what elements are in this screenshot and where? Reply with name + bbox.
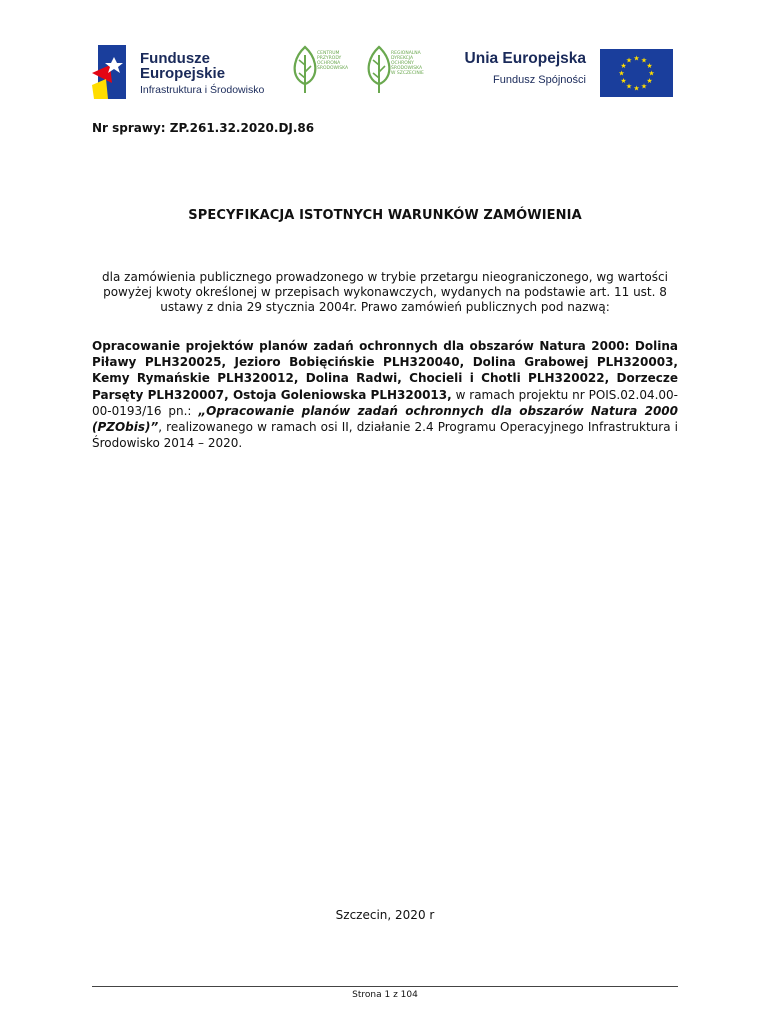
eu-star-icon: ★ xyxy=(646,62,653,70)
eu-text-block xyxy=(456,50,586,86)
main-paragraph xyxy=(92,338,678,451)
eu-star-icon: ★ xyxy=(618,69,625,78)
fe-logo-line2: Europejskie xyxy=(140,65,226,82)
intro-paragraph: dla zamówienia publicznego prowadzonego w trybie przetargu nieograniczonego, wg wartości powyżej kwoty określonej w przepisach wykonawczych, wydanych na podstawie art. 11 ust. 8 ustawy z dnia 29 stycznia 2004r. Prawo zamówień publicznych pod nazwą: xyxy=(102,270,668,314)
leaf-logo-1 xyxy=(292,45,354,95)
fe-logo-line3: Infrastruktura i Środowisko xyxy=(140,84,265,96)
eu-star-icon: ★ xyxy=(620,62,627,70)
eu-flag-icon xyxy=(600,49,673,97)
project-name: „Opracowanie planów zadań ochronnych dla obszarów Natura 2000 (PZObis)” xyxy=(92,403,678,435)
fundusze-europejskie-mark-icon xyxy=(92,43,128,101)
eu-star-icon: ★ xyxy=(633,54,640,63)
main-mid-text: w ramach projektu nr POIS.02.04.00-00-0193/16 pn.: xyxy=(92,387,679,418)
eu-star-icon: ★ xyxy=(646,77,653,85)
eu-star-icon: ★ xyxy=(625,82,633,91)
eu-star-icon: ★ xyxy=(633,84,640,93)
eu-subtitle: Fundusz Spójności xyxy=(493,74,586,86)
main-bold-text: Opracowanie projektów planów zadań ochronnych dla obszarów Natura 2000: Dolina Piławy PLH320025, Jezioro Bobięcińskie PLH320040, Dolina Grabowej PLH320003, Kemy Rymańskie PLH320012, Dolina Radwi, Chocieli i Chotli PLH320022, Dorzecze Parsęty PLH320007, Ostoja Goleniowska PLH320013, xyxy=(92,339,678,402)
footer-divider xyxy=(92,986,678,987)
fe-logo-line1: Fundusze xyxy=(140,50,210,67)
place-date: Szczecin, 2020 r xyxy=(335,908,435,922)
leaf-icon xyxy=(292,45,318,95)
document-title: SPECYFIKACJA ISTOTNYCH WARUNKÓW ZAMÓWIENIA xyxy=(188,208,582,223)
eu-star-icon: ★ xyxy=(620,77,627,85)
eu-star-icon: ★ xyxy=(640,56,648,65)
leaf-logo-2 xyxy=(366,45,428,95)
eu-star-icon: ★ xyxy=(640,82,648,91)
eu-star-icon: ★ xyxy=(648,69,655,78)
leaf-logo-1-text: CENTRUM PRZYRODY OCHRONA ŚRODOWISKA xyxy=(317,51,349,71)
page-number: Strona 1 z 104 xyxy=(352,990,418,1000)
eu-star-icon: ★ xyxy=(625,56,633,65)
fundusze-europejskie-logo xyxy=(92,43,292,101)
leaf-icon xyxy=(366,45,392,95)
leaf-logo-2-text: REGIONALNA DYREKCJA OCHRONY ŚRODOWISKA W SZCZECINIE xyxy=(391,51,424,76)
case-number: Nr sprawy: ZP.261.32.2020.DJ.86 xyxy=(92,121,315,135)
eu-title: Unia Europejska xyxy=(464,50,586,67)
main-end-text: , realizowanego w ramach osi II, działanie 2.4 Programu Operacyjnego Infrastruktura i Środowisko 2014 – 2020. xyxy=(92,420,678,451)
